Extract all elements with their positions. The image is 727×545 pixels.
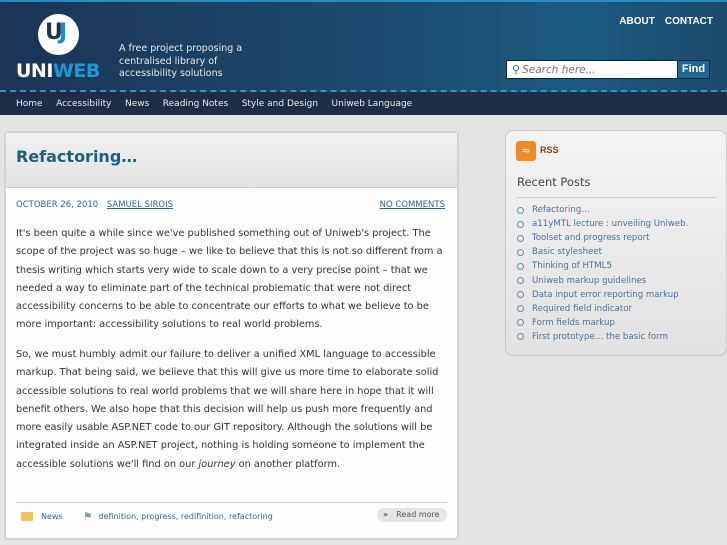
main-nav — [0, 92, 727, 115]
contact-link[interactable]: CONTACT — [664, 16, 713, 27]
nav-reading-notes[interactable]: Reading Notes — [162, 98, 229, 109]
post-link[interactable]: Data input error reporting markup — [532, 289, 679, 300]
tags-links[interactable]: definition, progress, redifinition, refactoring — [98, 512, 273, 521]
tagline: A free project proposing a centralised library of accessibility solutions — [119, 43, 243, 79]
bullet-icon — [517, 207, 524, 214]
sidebar — [505, 130, 727, 356]
list-item[interactable] — [517, 259, 688, 273]
rss-link[interactable]: RSS — [540, 145, 559, 155]
list-item[interactable] — [517, 302, 688, 316]
bullet-icon — [517, 263, 524, 270]
post-link[interactable]: Basic stylesheet — [532, 247, 602, 258]
site-header — [0, 0, 727, 92]
double-chevron-icon: » — [383, 510, 389, 519]
tag-icon: ⚑ — [82, 510, 93, 523]
recent-posts-heading: Recent Posts — [517, 175, 717, 198]
recent-posts-list — [517, 203, 688, 344]
list-item[interactable] — [517, 217, 688, 231]
bullet-icon — [517, 235, 524, 242]
nav-uniweb-language[interactable]: Uniweb Language — [331, 98, 413, 109]
list-item[interactable] — [517, 330, 688, 344]
search-box — [506, 60, 678, 79]
list-item[interactable] — [517, 231, 688, 245]
post-footer — [16, 502, 447, 523]
list-item[interactable] — [517, 288, 688, 302]
list-item[interactable] — [517, 316, 688, 330]
text: on another platform. — [235, 458, 341, 470]
list-item[interactable] — [517, 203, 688, 217]
post-link[interactable]: First prototype… the basic form — [532, 331, 668, 342]
emphasis: journey — [198, 458, 236, 470]
find-button[interactable]: Find — [677, 60, 710, 79]
category-link[interactable]: News — [41, 512, 63, 521]
bullet-icon — [517, 333, 524, 340]
post-link[interactable]: Refactoring… — [532, 205, 590, 216]
post-date: OCTOBER 26, 2010 — [16, 200, 99, 210]
list-item[interactable] — [517, 273, 688, 287]
rss-icon[interactable]: ≈ — [516, 141, 536, 161]
post-link[interactable]: Toolset and progress report — [532, 233, 650, 244]
comments-link[interactable]: NO COMMENTS — [379, 200, 445, 210]
bullet-icon — [517, 291, 524, 298]
about-link[interactable]: ABOUT — [619, 16, 655, 27]
bullet-icon — [517, 249, 524, 256]
read-more-button[interactable] — [377, 508, 447, 522]
nav-style-design[interactable]: Style and Design — [241, 98, 319, 109]
post-link[interactable]: Uniweb markup guidelines — [532, 275, 647, 286]
bullet-icon — [517, 221, 524, 228]
bullet-icon — [517, 277, 524, 284]
bullet-icon — [517, 305, 524, 312]
list-item[interactable] — [517, 245, 688, 259]
nav-home[interactable]: Home — [16, 98, 43, 109]
site-logo[interactable]: UNIWEB — [16, 60, 100, 82]
post-meta — [16, 200, 445, 210]
search-icon: ⚲ — [512, 63, 521, 76]
author-link[interactable]: SAMUEL SIROIS — [106, 200, 174, 210]
post-link[interactable]: Required field indicator — [532, 303, 633, 314]
nav-news[interactable]: News — [124, 98, 150, 109]
post-paragraph: It's been quite a while since we've published something out of Uniweb's project. The scope of the project was so huge – we like to believe that this is not so different from a thesis writing which starts very wide to scale down to a very precise point – that we needed a way to eliminate part of the technical problematic that were not direct accessibility concerns to be able to concentrate our efforts to what we believe to be more important: accessibility solutions to real world problems. — [16, 228, 443, 331]
post-card — [4, 131, 459, 540]
folder-icon — [21, 512, 33, 521]
post-title[interactable]: Refactoring… — [16, 147, 138, 166]
post-link[interactable]: a11yMTL lecture : unveiling Uniweb. — [532, 219, 689, 230]
post-paragraph — [16, 346, 449, 474]
read-more-label: Read more — [396, 510, 440, 519]
text: So, we must humbly admit our failure to deliver a unified XML language to accessible markup. That being said, we believe that this will give us more time to elaborate solid accessible solutions to real world problems that we will share here in hope that it will benefit others. We also hope that this decision will help us push more frequently and more easily usable ASP.NET code to our GIT repository. Although the solutions will be integrated inside an ASP.NET project, nothing is holding someone to implement the accessible solutions we'll find on our — [16, 349, 439, 470]
nav-accessibility[interactable]: Accessibility — [56, 98, 112, 109]
bullet-icon — [517, 319, 524, 326]
search-input[interactable] — [522, 64, 672, 76]
post-link[interactable]: Form fields markup — [532, 317, 615, 328]
post-link[interactable]: Thinking of HTML5 — [532, 261, 612, 272]
logo-icon[interactable]: UJ — [38, 14, 79, 55]
